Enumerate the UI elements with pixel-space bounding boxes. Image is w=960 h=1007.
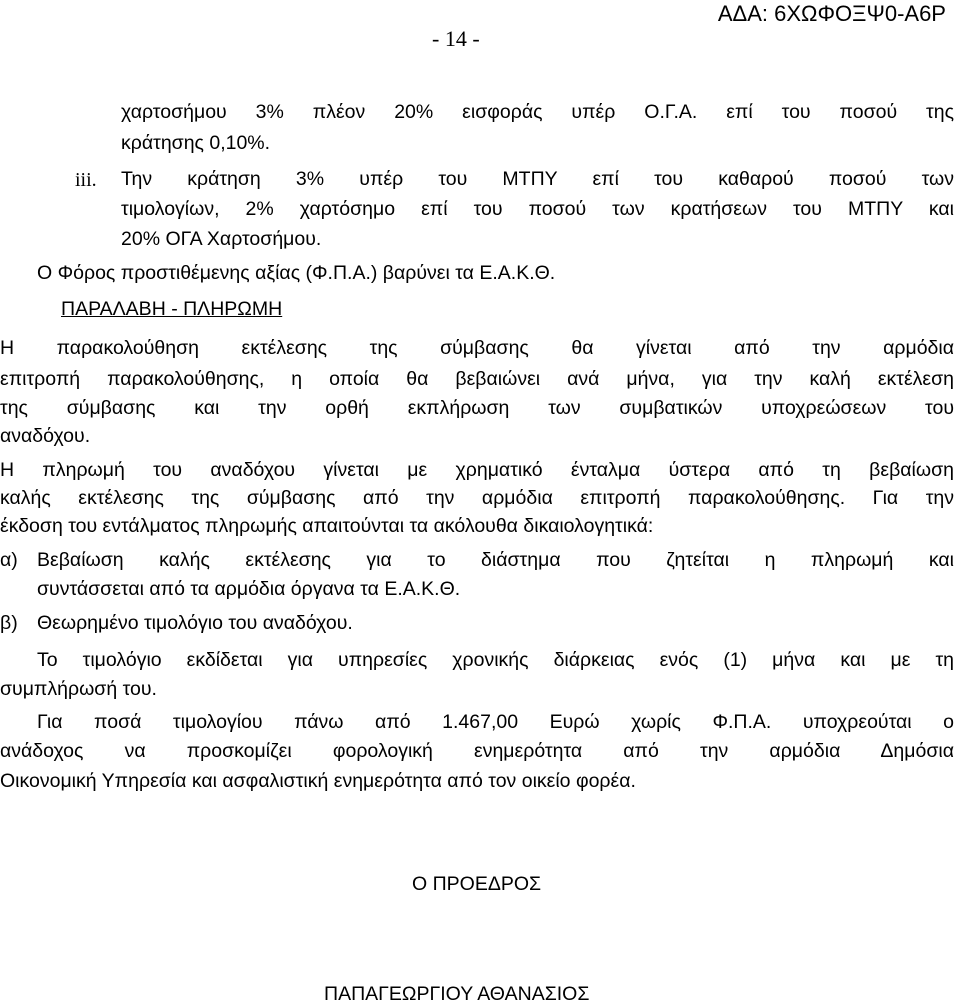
list-marker: β) xyxy=(0,612,18,634)
text-line: κράτησης 0,10%. xyxy=(121,132,271,154)
text-line: 20% ΟΓΑ Χαρτοσήμου. xyxy=(121,228,322,250)
text-line: Οικονομική Υπηρεσία και ασφαλιστική ενημερότητα από τον οικείο φορέα. xyxy=(0,770,636,792)
list-marker: α) xyxy=(0,549,18,571)
text-line: τιμολογίων, 2% χαρτόσημο επί του ποσού των κρατήσεων του ΜΤΠΥ και xyxy=(121,198,954,220)
text-line: συμπλήρωσή του. xyxy=(0,678,157,700)
roman-numeral-marker: iii. xyxy=(75,169,97,191)
text-line: έκδοση του εντάλματος πληρωμής απαιτούνται τα ακόλουθα δικαιολογητικά: xyxy=(0,515,654,537)
text-line: Η πληρωμή του αναδόχου γίνεται με χρηματικό ένταλμα ύστερα από τη βεβαίωση xyxy=(0,459,954,481)
text-line: συντάσσεται από τα αρμόδια όργανα τα Ε.Α.Κ.Θ. xyxy=(37,578,461,600)
signature-title: Ο ΠΡΟΕΔΡΟΣ xyxy=(412,873,542,895)
signature-name: ΠΑΠΑΓΕΩΡΓΙΟΥ ΑΘΑΝΑΣΙΟΣ xyxy=(324,983,590,1005)
text-line: χαρτοσήμου 3% πλέον 20% εισφοράς υπέρ Ο.Γ.Α. επί του ποσού της xyxy=(121,101,954,123)
text-line: Την κράτηση 3% υπέρ του ΜΤΠΥ επί του καθαρού ποσού των xyxy=(121,168,954,190)
text-line: Η παρακολούθηση εκτέλεσης της σύμβασης θα γίνεται από την αρμόδια xyxy=(0,337,954,359)
text-line: Θεωρημένο τιμολόγιο του αναδόχου. xyxy=(37,612,353,634)
text-line: της σύμβασης και την ορθή εκπλήρωση των συμβατικών υποχρεώσεων του xyxy=(0,397,954,419)
text-line: ανάδοχος να προσκομίζει φορολογική ενημερότητα από την αρμόδια Δημόσια xyxy=(0,740,954,762)
text-line: Βεβαίωση καλής εκτέλεσης για το διάστημα που ζητείται η πληρωμή και xyxy=(37,549,954,571)
text-line: Ο Φόρος προστιθέμενης αξίας (Φ.Π.Α.) βαρύνει τα Ε.Α.Κ.Θ. xyxy=(37,262,556,284)
text-line: Το τιμολόγιο εκδίδεται για υπηρεσίες χρονικής διάρκειας ενός (1) μήνα και με τη xyxy=(37,649,954,671)
page-number: - 14 - xyxy=(432,26,480,51)
text-line: αναδόχου. xyxy=(0,425,91,447)
text-line: Για ποσά τιμολογίου πάνω από 1.467,00 Ευρώ χωρίς Φ.Π.Α. υποχρεούται ο xyxy=(37,711,954,733)
ada-code: ΑΔΑ: 6ΧΩΦΟΞΨ0-Α6Ρ xyxy=(717,1,946,26)
section-heading: ΠΑΡΑΛΑΒΗ - ΠΛΗΡΩΜΗ xyxy=(61,298,283,320)
text-line: επιτροπή παρακολούθησης, η οποία θα βεβαιώνει ανά μήνα, για την καλή εκτέλεση xyxy=(0,368,954,390)
text-line: καλής εκτέλεσης της σύμβασης από την αρμόδια επιτροπή παρακολούθησης. Για την xyxy=(0,487,954,509)
